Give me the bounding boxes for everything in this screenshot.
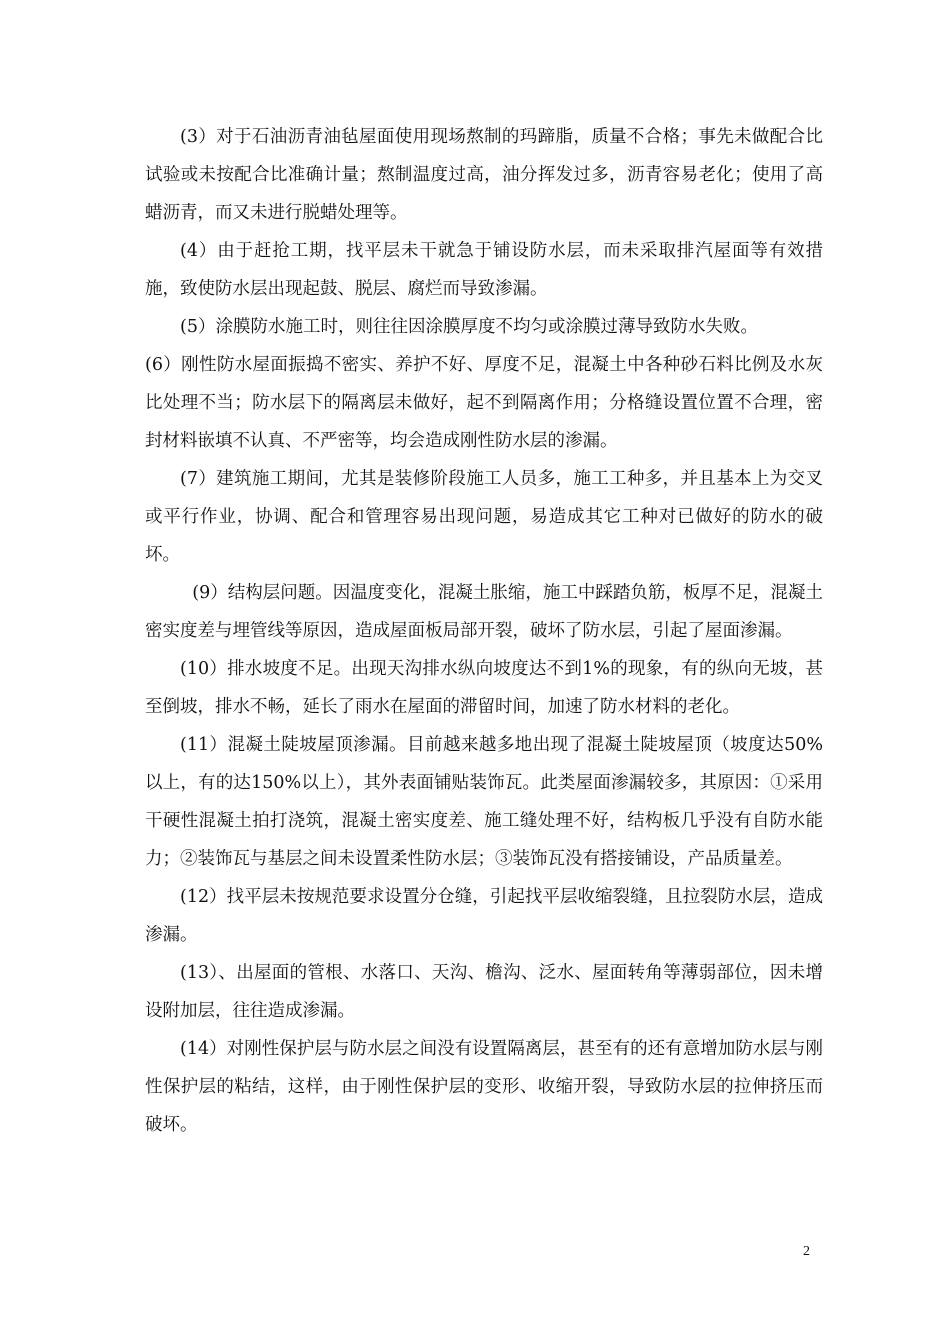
paragraph-item-4: (4）由于赶抢工期，找平层未干就急于铺设防水层，而未采取排汽屋面等有效措施，致使防水层出现起鼓、脱层、腐烂而导致渗漏。: [145, 241, 823, 299]
paragraph-item-9: (9）结构层问题。因温度变化，混凝土胀缩，施工中踩踏负筋，板厚不足，混凝土密实度差与埋管线等原因，造成屋面板局部开裂，破坏了防水层，引起了屋面渗漏。: [145, 583, 823, 641]
paragraph-item-5: (5）涂膜防水施工时，则往往因涂膜厚度不均匀或涂膜过薄导致防水失败。: [180, 317, 758, 337]
paragraph-item-3: (3）对于石油沥青油毡屋面使用现场熬制的玛蹄脂，质量不合格；事先未做配合比试验或未按配合比准确计量；熬制温度过高，油分挥发过多，沥青容易老化；使用了高蜡沥青，而又未进行脱蜡处理等。: [145, 127, 823, 223]
paragraph-item-14: (14）对刚性保护层与防水层之间没有设置隔离层，甚至有的还有意增加防水层与刚性保护层的粘结，这样，由于刚性保护层的变形、收缩开裂，导致防水层的拉伸挤压而破坏。: [145, 1039, 823, 1135]
paragraph-item-6: (6）刚性防水屋面振捣不密实、养护不好、厚度不足，混凝土中各种砂石料比例及水灰比处理不当；防水层下的隔离层未做好，起不到隔离作用；分格缝设置位置不合理，密封材料嵌填不认真、不严密等，均会造成刚性防水层的渗漏。: [145, 355, 823, 451]
paragraph-item-11: (11）混凝土陡坡屋顶渗漏。目前越来越多地出现了混凝土陡坡屋顶（坡度达50%以上，有的达150%以上），其外表面铺贴装饰瓦。此类屋面渗漏较多，其原因：①采用干硬性混凝土拍打浇筑，混凝土密实度差、施工缝处理不好，结构板几乎没有自防水能力；②装饰瓦与基层之间未设置柔性防水层；③装饰瓦没有搭接铺设，产品质量差。: [145, 735, 823, 869]
page-number: 2: [803, 1244, 810, 1259]
paragraph-item-13: (13）、出屋面的管根、水落口、天沟、檐沟、泛水、屋面转角等薄弱部位，因未增设附加层，往往造成渗漏。: [145, 963, 823, 1021]
document-body: [145, 118, 823, 1144]
paragraph-item-12: (12）找平层未按规范要求设置分仓缝，引起找平层收缩裂缝，且拉裂防水层，造成渗漏。: [145, 887, 823, 945]
paragraph-item-7: (7）建筑施工期间，尤其是装修阶段施工人员多，施工工种多，并且基本上为交叉或平行作业，协调、配合和管理容易出现问题，易造成其它工种对已做好的防水的破坏。: [145, 469, 823, 565]
paragraph-item-10: (10）排水坡度不足。出现天沟排水纵向坡度达不到1%的现象，有的纵向无坡，甚至倒坡，排水不畅，延长了雨水在屋面的滞留时间，加速了防水材料的老化。: [145, 659, 823, 717]
